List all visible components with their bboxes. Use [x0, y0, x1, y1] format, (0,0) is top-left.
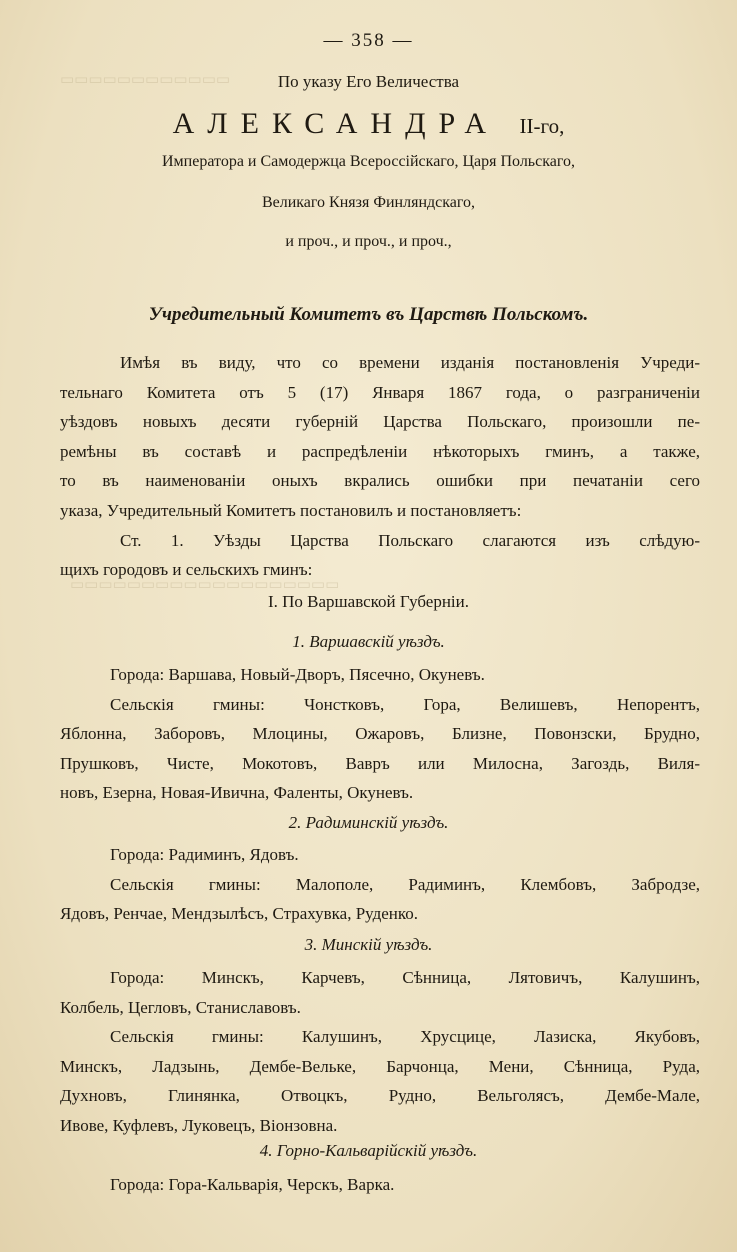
gminas-line: Минскъ, Ладзынь, Дембе-Вельке, Барчонца, Мени, Сѣнница, Руда,: [60, 1056, 700, 1076]
committee-heading: Учредительный Комитетъ въ Царствѣ Польскомъ.: [148, 304, 589, 325]
towns-line: Города: Варшава, Новый-Дворъ, Пясечно, Окуневъ.: [110, 665, 485, 684]
decree-line-1: По указу Его Величества: [277, 72, 460, 91]
article-line: Ст. 1. Уѣзды Царства Польскаго слагаются изъ слѣдую-: [120, 530, 700, 550]
gminas-line: Яблонна, Заборовъ, Млоцины, Ожаровъ, Близне, Повонзски, Брудно,: [60, 724, 700, 744]
text-line: тельнаго Комитета отъ 5 (17) Января 1867 года, о разграниченіи: [60, 382, 700, 402]
gminas-line: Прушковъ, Чисте, Мокотовъ, Вавръ или Милосна, Загоздь, Виля-: [60, 753, 700, 773]
county-body: [60, 1170, 700, 1200]
text-line: уѣздовъ новыхъ десяти губерній Царства Польскаго, произошли пе-: [60, 412, 700, 432]
page-number: — 358 —: [323, 30, 414, 51]
emperor-name-text: АЛЕКСАНДРА: [172, 107, 500, 140]
bleed-through-text: ▭▭▭▭▭▭▭▭▭▭▭▭▭▭▭▭▭▭▭: [70, 577, 340, 593]
text-line: Имѣя въ виду, что со времени изданія постановленія Учреди-: [120, 353, 700, 372]
gminas-line: Ивове, Куфлевъ, Луковецъ, Віонзовна.: [60, 1115, 338, 1135]
gminas-line: Сельскія гмины: Чонстковъ, Гора, Велишевъ, Непорентъ,: [110, 694, 700, 714]
county-title: 2. Радиминскій уѣздъ.: [288, 813, 449, 832]
grand-duke-title: Великаго Князя Финляндскаго,: [261, 194, 476, 211]
text-line: указа, Учредительный Комитетъ постановилъ и постановляетъ:: [60, 500, 522, 520]
bleed-through-text: ▭▭▭▭▭▭▭▭▭▭▭▭: [60, 72, 231, 88]
gminas-line: Ядовъ, Ренчае, Мендзылѣсъ, Страхувка, Руденко.: [60, 904, 419, 924]
text-line: щихъ городовъ и сельскихъ гминъ:: [60, 560, 313, 580]
gminas-line: Сельскія гмины: Малополе, Радиминъ, Клембовъ, Забродзе,: [110, 874, 700, 894]
county-title: 1. Варшавскій уѣздъ.: [292, 632, 445, 651]
text-line: то въ наименованіи оныхъ вкрались ошибки при печатаніи сего: [60, 471, 700, 491]
etcetera-line: и проч., и проч., и проч.,: [285, 233, 452, 250]
text-line: ремѣны въ составѣ и распредѣленіи нѣкоторыхъ гминъ, а также,: [60, 441, 700, 461]
emperor-title: Императора и Самодержца Всероссійскаго, Царя Польскаго,: [162, 153, 575, 170]
towns-line: Города: Радиминъ, Ядовъ.: [110, 845, 299, 864]
section-heading: I. По Варшавской Губерніи.: [267, 592, 470, 611]
county-title: 3. Минскій уѣздъ.: [304, 935, 433, 954]
towns-line: Колбель, Цегловъ, Станиславовъ.: [60, 997, 301, 1017]
county-body: [60, 963, 700, 1141]
emperor-name: [0, 107, 737, 141]
gminas-line: Духновъ, Глинянка, Отвоцкъ, Рудно, Вельголясъ, Дембе-Мале,: [60, 1086, 700, 1106]
emperor-suffix: II-го,: [519, 114, 565, 138]
county-body: [60, 660, 700, 808]
gminas-line: Сельскія гмины: Калушинъ, Хрусцице, Лазиска, Якубовъ,: [110, 1027, 700, 1047]
gminas-line: новъ, Езерна, Новая-Ивична, Фаленты, Окуневъ.: [60, 783, 414, 803]
towns-line: Города: Гора-Кальварія, Черскъ, Варка.: [110, 1175, 395, 1194]
intro-paragraph: [60, 348, 700, 585]
towns-line: Города: Минскъ, Карчевъ, Сѣнница, Лятовичъ, Калушинъ,: [110, 968, 700, 987]
county-title: 4. Горно-Кальварійскій уѣздъ.: [259, 1141, 478, 1160]
county-body: [60, 840, 700, 929]
